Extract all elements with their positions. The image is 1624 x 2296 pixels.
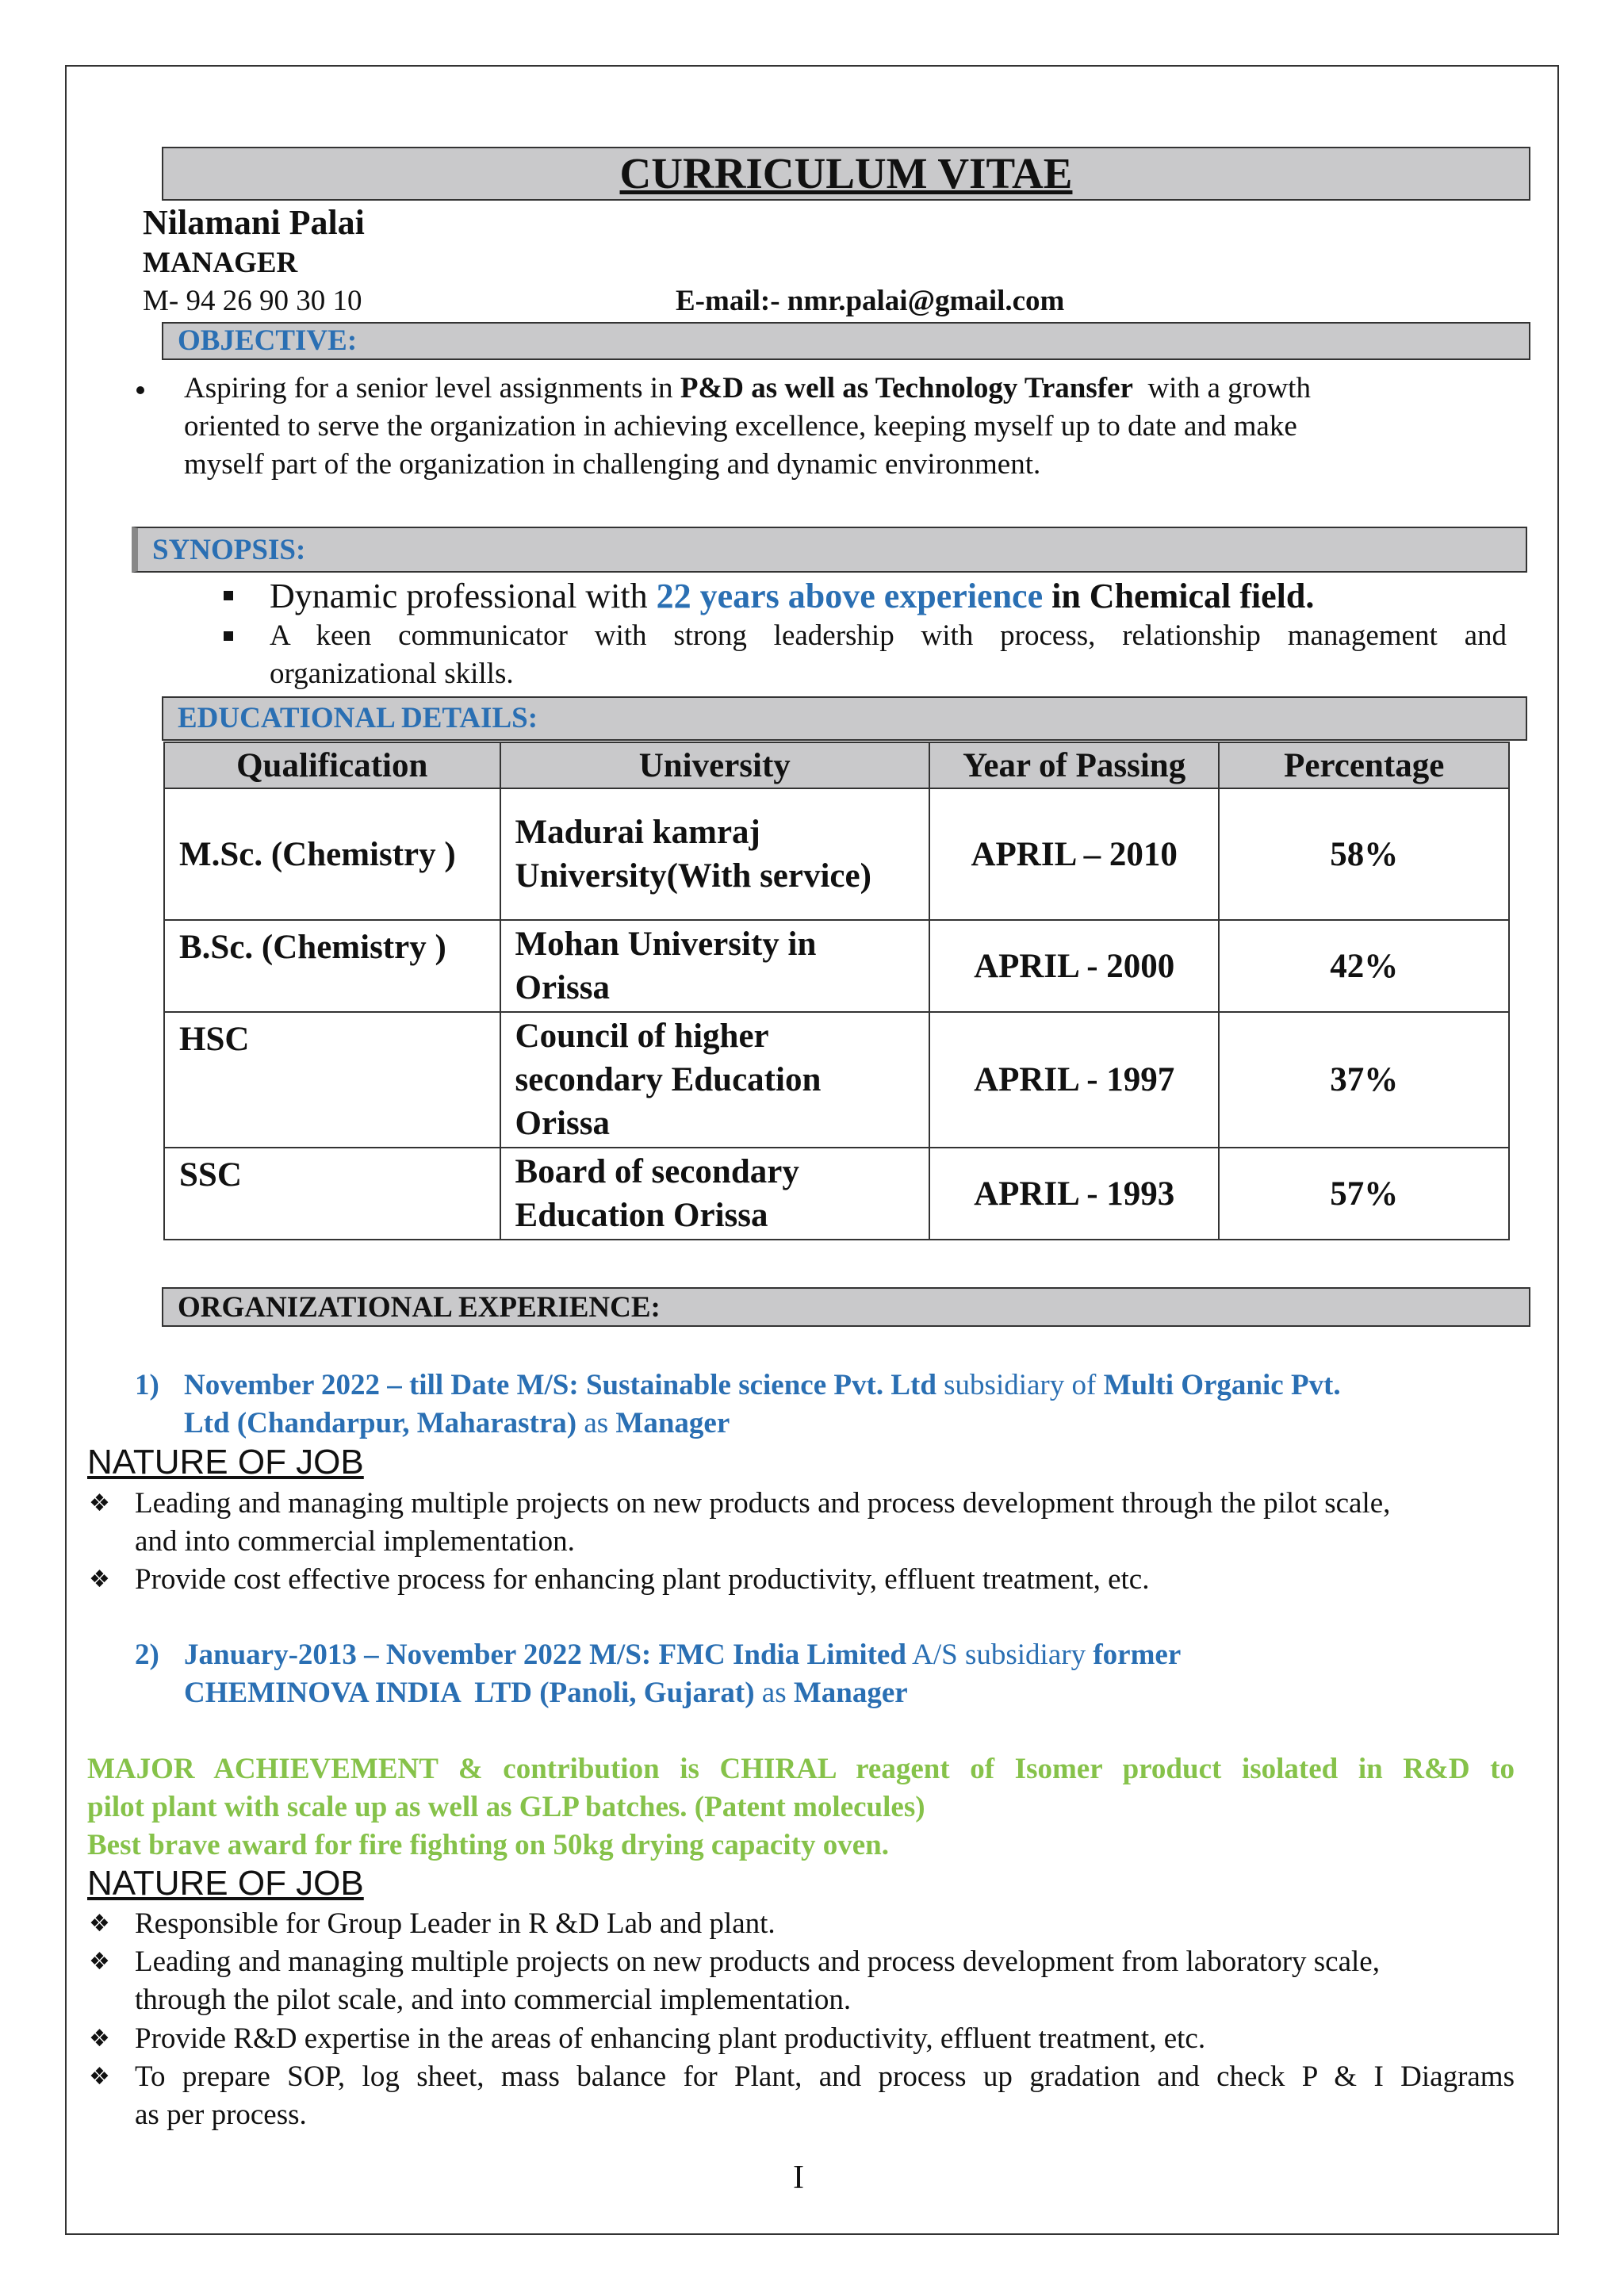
job-2-line-1 xyxy=(184,1636,1516,1674)
cell-percentage: 42% xyxy=(1219,920,1509,1012)
job-1-line-1 xyxy=(184,1366,1516,1405)
cell-university: Mohan University in Orissa xyxy=(500,920,929,1012)
cell-percentage: 37% xyxy=(1219,1012,1509,1148)
synopsis-item1-highlight: 22 years above experience xyxy=(656,577,1044,615)
job-2-connector: A/S subsidiary xyxy=(906,1639,1094,1671)
nature2-item2-line1: Leading and managing multiple projects on new products and process development from laboratory scale, xyxy=(135,1945,1380,1978)
job-2-title xyxy=(184,1636,1516,1712)
job-2-line-2 xyxy=(184,1674,1516,1712)
job-2-location: CHEMINOVA INDIA LTD (Panoli, Gujarat) xyxy=(184,1677,755,1709)
nature-of-job-heading-2: NATURE OF JOB xyxy=(87,1864,364,1903)
objective-heading: OBJECTIVE: xyxy=(178,324,358,357)
four-diamond-star-icon: ❖ xyxy=(89,1489,110,1517)
synopsis-item-2 xyxy=(270,617,1507,693)
job-2-number: 2) xyxy=(135,1639,159,1671)
cell-university: Madurai kamraj University(With service) xyxy=(500,788,929,920)
cell-year: APRIL - 1993 xyxy=(929,1148,1219,1240)
mobile-number: M- 94 26 90 30 10 xyxy=(143,285,362,317)
job-1-number: 1) xyxy=(135,1369,159,1401)
job-1-company: November 2022 – till Date M/S: Sustainable science Pvt. Ltd xyxy=(184,1369,936,1401)
job-1-location: Ltd (Chandarpur, Maharastra) xyxy=(184,1407,577,1439)
objective-line-2: oriented to serve the organization in achieving excellence, keeping myself up to date and make xyxy=(184,410,1297,443)
table-row xyxy=(164,920,1509,1012)
objective-heading-bar xyxy=(162,322,1530,360)
nature2-item-1: Responsible for Group Leader in R &D Lab and plant. xyxy=(135,1907,776,1940)
cell-university: Council of higher secondary Education Orissa xyxy=(500,1012,929,1148)
objective-line1-rest: with a growth xyxy=(1132,372,1311,404)
nature1-item-1 xyxy=(135,1485,1515,1561)
cell-year: APRIL - 1997 xyxy=(929,1012,1219,1148)
job-2-role: Manager xyxy=(793,1677,908,1709)
job-2-company: January-2013 – November 2022 M/S: FMC India Limited xyxy=(184,1639,906,1671)
nature2-item-2 xyxy=(135,1943,1515,2019)
table-row xyxy=(164,1012,1509,1148)
nature1-item-2: Provide cost effective process for enhancing plant productivity, effluent treatment, etc. xyxy=(135,1563,1150,1596)
education-heading-bar xyxy=(162,696,1527,741)
cell-qualification: HSC xyxy=(164,1012,500,1148)
cell-university: Board of secondary Education Orissa xyxy=(500,1148,929,1240)
synopsis-item1-pre: Dynamic professional with xyxy=(270,577,657,615)
square-bullet-icon xyxy=(224,591,233,600)
job-1-title xyxy=(184,1366,1516,1443)
table-row xyxy=(164,1148,1509,1240)
four-diamond-star-icon: ❖ xyxy=(89,1566,110,1593)
candidate-designation: MANAGER xyxy=(143,247,298,279)
cell-qualification: SSC xyxy=(164,1148,500,1240)
objective-line-3: myself part of the organization in challenging and dynamic environment. xyxy=(184,448,1041,481)
table-row xyxy=(164,788,1509,920)
job-1-as: as xyxy=(576,1407,616,1439)
cell-qualification: M.Sc. (Chemistry ) xyxy=(164,788,500,920)
header-qualification: Qualification xyxy=(164,742,500,788)
education-table-header xyxy=(164,742,1509,788)
education-heading: EDUCATIONAL DETAILS: xyxy=(178,702,538,734)
round-bullet-icon xyxy=(136,386,144,394)
nature2-item4-line2: as per process. xyxy=(135,2099,307,2131)
synopsis-item2-line-1: A keen communicator with strong leadership with process, relationship management and xyxy=(270,619,1507,652)
nature2-item-4 xyxy=(135,2058,1515,2134)
candidate-name: Nilamani Palai xyxy=(143,203,365,242)
nature2-item-3: Provide R&D expertise in the areas of enhancing plant productivity, effluent treatment, etc. xyxy=(135,2022,1206,2055)
header-percentage: Percentage xyxy=(1219,742,1509,788)
cv-title: CURRICULUM VITAE xyxy=(619,149,1073,197)
objective-bold: P&D as well as Technology Transfer xyxy=(680,372,1133,404)
header-university: University xyxy=(500,742,929,788)
achievement-line-2: pilot plant with scale up as well as GLP batches. (Patent molecules) xyxy=(87,1791,925,1823)
cell-year: APRIL – 2010 xyxy=(929,788,1219,920)
nature1-item1-line1: Leading and managing multiple projects on new products and process development through the pilot scale, xyxy=(135,1487,1391,1520)
synopsis-item-1 xyxy=(270,574,1507,619)
job-2-as: as xyxy=(754,1677,794,1709)
cell-percentage: 57% xyxy=(1219,1148,1509,1240)
job-1-role: Manager xyxy=(615,1407,730,1439)
title-bar xyxy=(162,147,1530,201)
job-1-parent: Multi Organic Pvt. xyxy=(1103,1369,1341,1401)
synopsis-heading: SYNOPSIS: xyxy=(152,534,306,566)
experience-heading-bar xyxy=(162,1287,1530,1327)
four-diamond-star-icon: ❖ xyxy=(89,1910,110,1938)
education-table xyxy=(163,742,1510,1240)
achievement-line-1: MAJOR ACHIEVEMENT & contribution is CHIRAL reagent of Isomer product isolated in R&D to xyxy=(87,1753,1515,1785)
nature1-item1-line2: and into commercial implementation. xyxy=(135,1525,575,1558)
cell-qualification: B.Sc. (Chemistry ) xyxy=(164,920,500,1012)
cell-percentage: 58% xyxy=(1219,788,1509,920)
square-bullet-icon xyxy=(224,631,233,641)
major-achievement xyxy=(87,1750,1515,1865)
email-address: E-mail:- nmr.palai@gmail.com xyxy=(676,285,1065,317)
header-year: Year of Passing xyxy=(929,742,1219,788)
synopsis-heading-bar xyxy=(132,527,1527,573)
nature2-item4-line1: To prepare SOP, log sheet, mass balance for Plant, and process up gradation and check P & I Diagrams xyxy=(135,2060,1515,2093)
four-diamond-star-icon: ❖ xyxy=(89,2025,110,2053)
nature2-item2-line2: through the pilot scale, and into commercial implementation. xyxy=(135,1984,852,2016)
achievement-line-3: Best brave award for fire fighting on 50kg drying capacity oven. xyxy=(87,1829,889,1861)
objective-pre: Aspiring for a senior level assignments in xyxy=(184,372,680,404)
experience-heading: ORGANIZATIONAL EXPERIENCE: xyxy=(178,1291,661,1324)
job-1-line-2 xyxy=(184,1405,1516,1443)
objective-line-1 xyxy=(184,370,1516,408)
job-2-former: former xyxy=(1093,1639,1182,1671)
four-diamond-star-icon: ❖ xyxy=(89,1948,110,1976)
job-1-connector: subsidiary of xyxy=(936,1369,1104,1401)
four-diamond-star-icon: ❖ xyxy=(89,2063,110,2091)
cell-year: APRIL - 2000 xyxy=(929,920,1219,1012)
nature-of-job-heading-1: NATURE OF JOB xyxy=(87,1443,364,1481)
synopsis-item2-line-2: organizational skills. xyxy=(270,657,514,690)
synopsis-item1-bold: in Chemical field. xyxy=(1043,577,1315,615)
objective-text xyxy=(184,370,1516,484)
page-number: I xyxy=(793,2160,804,2196)
